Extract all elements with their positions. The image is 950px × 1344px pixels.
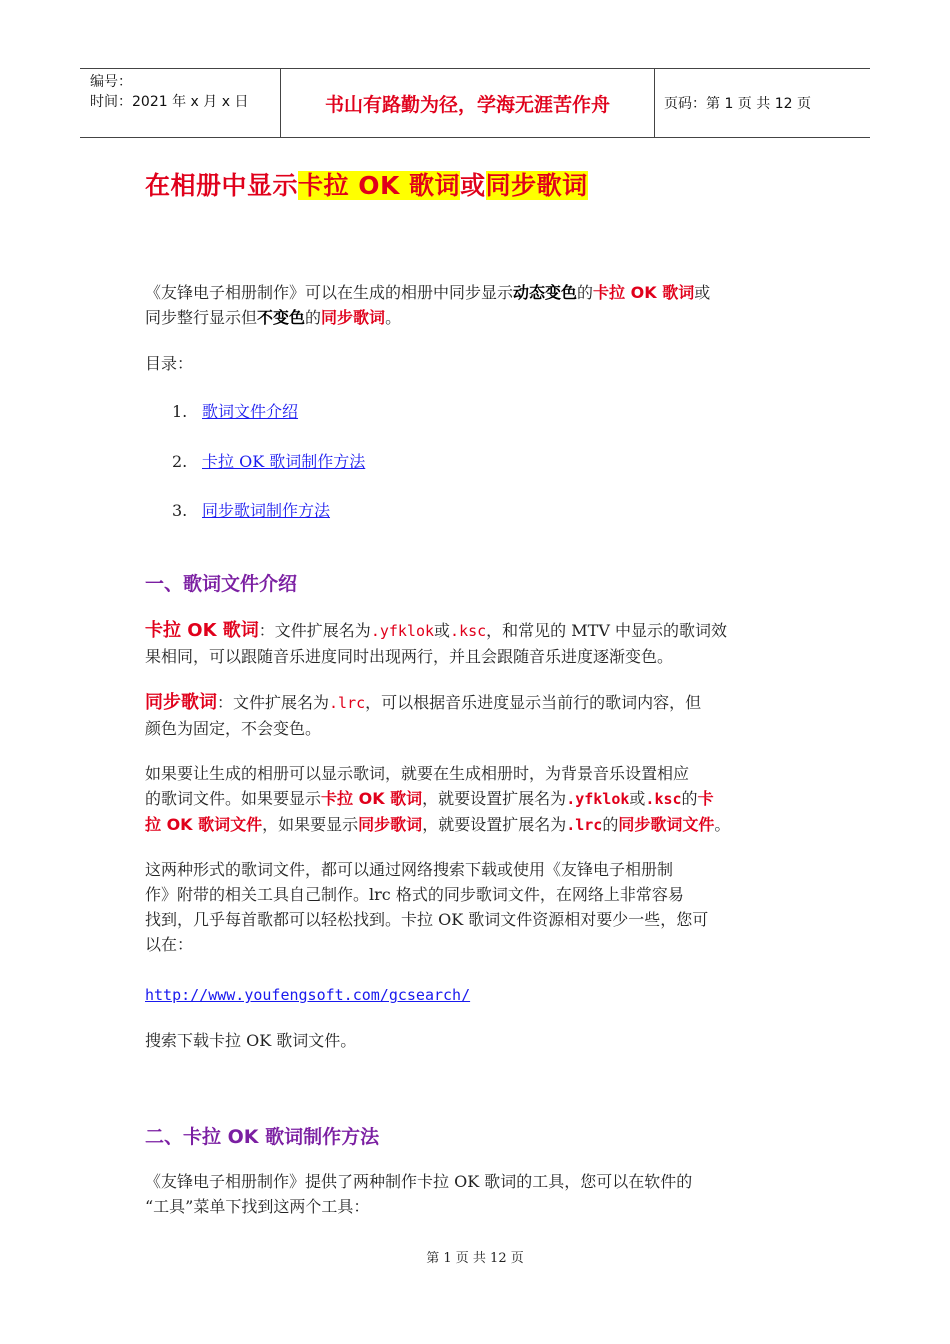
- text: 如果要让生成的相册可以显示歌词，就要在生成相册时，为背景音乐设置相应: [145, 764, 690, 783]
- toc-number: 1.: [172, 402, 188, 421]
- page-footer: 第 1 页 共 12 页: [426, 1251, 524, 1266]
- text: “工具”菜单下找到这两个工具：: [145, 1197, 370, 1216]
- howto-paragraph: [145, 761, 805, 838]
- emphasis-text: 卡: [697, 789, 714, 808]
- download-text: 搜索下载卡拉 OK 歌词文件。: [145, 1031, 357, 1050]
- emphasis-text: 卡拉 OK 歌词: [321, 789, 423, 808]
- text: 的: [602, 815, 619, 834]
- emphasis-text: 拉 OK 歌词文件: [145, 815, 263, 834]
- text: 果相同，可以跟随音乐进度同时出现两行，并且会跟随音乐进度逐渐变色。: [145, 647, 674, 666]
- text: ，就要设置扩展名为: [422, 789, 567, 808]
- section-heading: 二、卡拉 OK 歌词制作方法: [145, 1126, 380, 1148]
- file-extension: .lrc: [329, 694, 366, 712]
- toc-link-karaoke-method[interactable]: 卡拉 OK 歌词制作方法: [202, 452, 366, 471]
- text: 的: [681, 789, 698, 808]
- toc-number: 3.: [172, 501, 188, 520]
- header-date: 时间：2021 年 x 月 x 日: [90, 94, 249, 110]
- text: 颜色为固定，不会变色。: [145, 719, 322, 738]
- text: ：文件扩展名为: [217, 693, 330, 712]
- emphasis-text: 同步歌词文件: [618, 815, 715, 834]
- emphasis-text: 卡拉 OK 歌词: [593, 283, 695, 302]
- page-header: [80, 68, 870, 138]
- toc-item: [172, 399, 298, 422]
- title-part: 在相册中显示: [145, 171, 299, 200]
- sync-paragraph: [145, 690, 805, 741]
- text: 。: [714, 815, 731, 834]
- text: 或: [629, 789, 646, 808]
- title-highlight-sync: 同步歌词: [485, 171, 588, 200]
- text: ：文件扩展名为: [258, 621, 371, 640]
- title-part: 或: [460, 171, 486, 200]
- file-extension: .ksc: [645, 790, 682, 808]
- title-highlight-karaoke: 卡拉 OK 歌词: [298, 171, 461, 200]
- emphasis-text: 同步歌词: [358, 815, 423, 834]
- header-page-count: 页码：第 1 页 共 12 页: [664, 96, 811, 112]
- karaoke-paragraph: [145, 618, 805, 669]
- toc-item: [172, 498, 330, 521]
- toc-link-lyrics-intro[interactable]: 歌词文件介绍: [202, 402, 299, 421]
- emphasis-text: 动态变色: [513, 283, 578, 302]
- file-extension: .lrc: [566, 816, 603, 834]
- toc-item: [172, 449, 365, 472]
- text: 或: [694, 283, 711, 302]
- text: 找到，几乎每首歌都可以轻松找到。卡拉 OK 歌词文件资源相对要少一些，您可: [145, 910, 709, 929]
- text: 《友锋电子相册制作》提供了两种制作卡拉 OK 歌词的工具，您可以在软件的: [145, 1172, 693, 1191]
- text: 《友锋电子相册制作》可以在生成的相册中同步显示: [145, 283, 514, 302]
- text: ，就要设置扩展名为: [422, 815, 567, 834]
- header-meta: [80, 69, 281, 137]
- text: ，和常见的 MTV 中显示的歌词效: [486, 621, 727, 640]
- emphasis-text: 同步歌词: [321, 308, 386, 327]
- term-label: 同步歌词: [145, 692, 217, 713]
- term-label: 卡拉 OK 歌词: [145, 620, 259, 641]
- text: 。: [385, 308, 402, 327]
- page-title: [145, 166, 588, 202]
- text: 的: [305, 308, 322, 327]
- intro-paragraph: [145, 280, 805, 330]
- header-motto: 书山有路勤为径，学海无涯苦作舟: [281, 69, 655, 137]
- text: 同步整行显示但: [145, 308, 258, 327]
- section-heading: 一、歌词文件介绍: [145, 573, 298, 595]
- toc-number: 2.: [172, 452, 188, 471]
- file-extension: .yfklok: [370, 622, 435, 640]
- text: 的歌词文件。如果要显示: [145, 789, 322, 808]
- toc-label: 目录：: [145, 354, 194, 373]
- resources-paragraph: [145, 857, 805, 957]
- search-url-link[interactable]: http://www.youfengsoft.com/gcsearch/: [145, 986, 471, 1004]
- text: 或: [434, 621, 451, 640]
- tools-paragraph: [145, 1169, 805, 1219]
- text: 这两种形式的歌词文件，都可以通过网络搜索下载或使用《友锋电子相册制: [145, 860, 674, 879]
- emphasis-text: 不变色: [257, 308, 306, 327]
- url-line: [145, 982, 805, 1008]
- toc-link-sync-method[interactable]: 同步歌词制作方法: [202, 501, 331, 520]
- text: 以在：: [145, 935, 194, 954]
- text: ，可以根据音乐进度显示当前行的歌词内容，但: [365, 693, 702, 712]
- header-number-label: 编号：: [90, 74, 132, 90]
- text: 作》附带的相关工具自己制作。lrc 格式的同步歌词文件，在网络上非常容易: [145, 885, 684, 904]
- file-extension: .yfklok: [566, 790, 630, 808]
- text: ，如果要显示: [262, 815, 359, 834]
- text: 的: [577, 283, 594, 302]
- file-extension: .ksc: [450, 622, 487, 640]
